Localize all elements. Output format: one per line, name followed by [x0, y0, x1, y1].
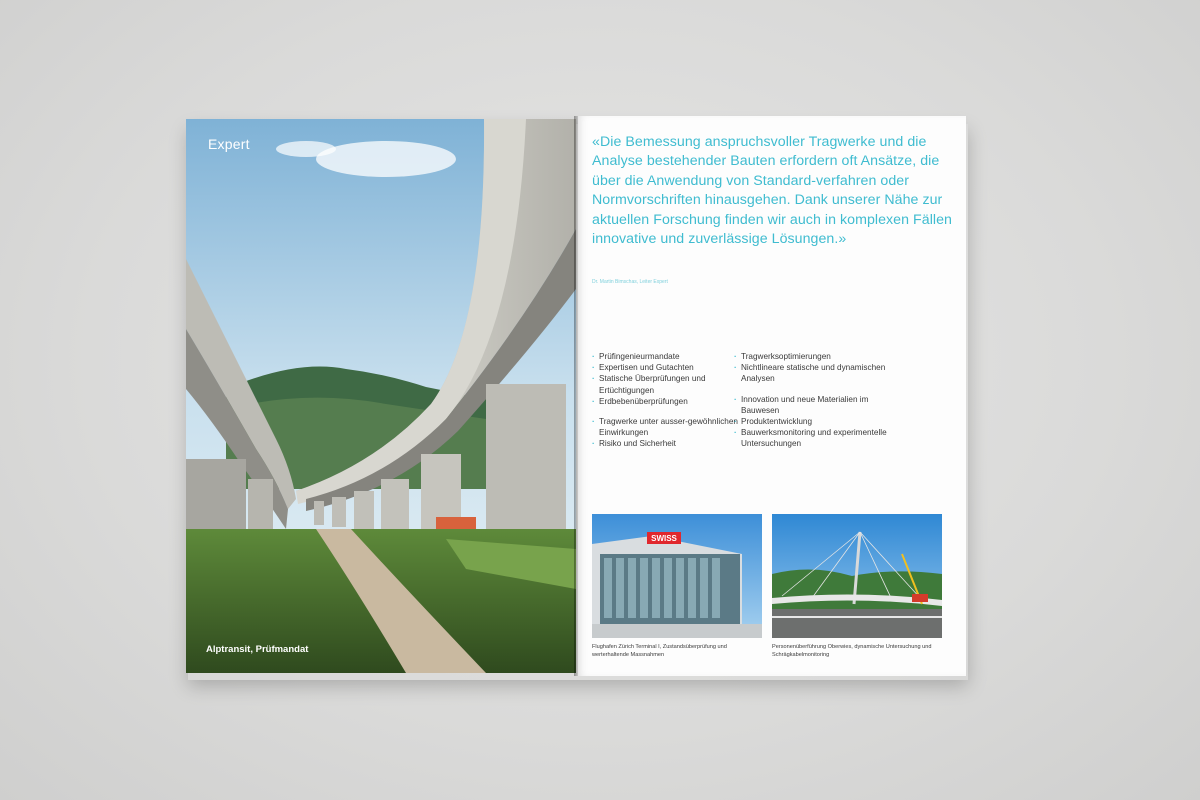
section-label: Expert	[208, 136, 250, 152]
list-item: · Risiko und Sicherheit	[592, 438, 742, 449]
footbridge-photo	[772, 514, 942, 638]
left-page-photo	[186, 119, 576, 673]
airport-sign: SWISS	[651, 534, 677, 543]
pull-quote: «Die Bemessung anspruchsvoller Tragwerke und die Analyse bestehender Bauten erfordern oft Ansätze, die über die Anwendung von Standard-verfahren oder Normvorschriften hinausgehen. Dank unserer Nähe zur aktuellen Forschung finden wir auch in komplexen Fällen innovative und zuverlässige Lösungen.»	[592, 134, 952, 248]
list-item: · Tragwerke unter ausser-gewöhnlichen Einwirkungen	[592, 416, 742, 438]
service-list-right	[734, 351, 894, 450]
quote-author: Dr. Martin Bimschas, Leiter Expert	[592, 279, 668, 285]
list-item: · Produktentwicklung	[734, 416, 894, 427]
service-list-left	[592, 351, 742, 450]
right-page	[578, 116, 966, 676]
list-item: · Tragwerksoptimierungen	[734, 351, 894, 362]
photo-caption: Alptransit, Prüfmandat	[206, 644, 309, 655]
photo-caption: Personenüberführung Oberwies, dynamische Untersuchung und Schrägkabelmonitoring	[772, 644, 932, 658]
list-item: · Bauwerksmonitoring und experimentelle Untersuchungen	[734, 427, 894, 449]
viaduct-photo	[186, 119, 576, 673]
photo-caption: Flughafen Zürich Terminal I, Zustandsüberprüfung und werterhaltende Massnahmen	[592, 644, 727, 658]
list-item: · Innovation und neue Materialien im Bauwesen	[734, 394, 894, 416]
list-item: · Prüfingenieurmandate	[592, 351, 742, 362]
list-item: · Statische Überprüfungen und Ertüchtigungen	[592, 373, 742, 395]
airport-photo	[592, 514, 762, 638]
list-item: · Nichtlineare statische und dynamischen Analysen	[734, 362, 894, 384]
list-item: · Erdbebenüberprüfungen	[592, 396, 742, 407]
list-item: · Expertisen und Gutachten	[592, 362, 742, 373]
